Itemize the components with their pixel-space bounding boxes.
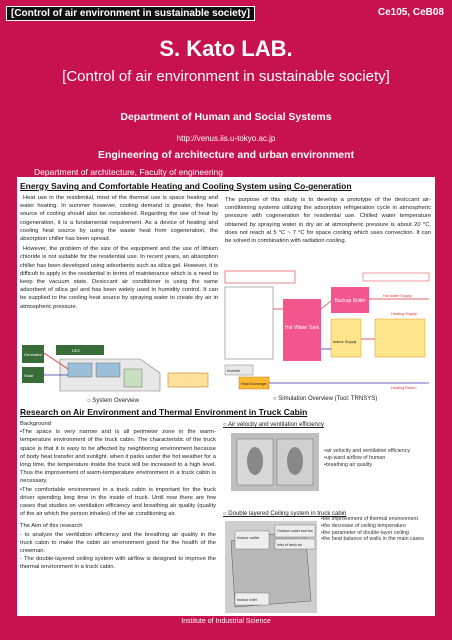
department: Department of Human and Social Systems [120,111,332,123]
fig2-svg [225,521,317,613]
engineering-field: Engineering of architecture and urban environment [97,149,355,161]
section1-right-text: The purpose of this study is to develop a prototype of the desiccant air-conditioning systems utilizing the adsorption refrigeration cycle in atmospheric pressure with cogeneration for residential use. Chilled water temperature obtained by spraying water in dry air at atmospheric pressure is about 20 °C, does not reach at 5 °C ~ 7 °C for space cooling which uses convection. It can be solved in combination with radiation cooling. [225,197,431,245]
section2-left-text [20,420,216,572]
indoor-outlet-label: Indoor outlet [237,535,260,540]
sim-note [225,271,295,283]
inverter-label: Inverter [227,368,241,373]
generator-label: Generator [24,352,43,357]
indoor-supply-label: Indoor Supply [333,340,357,344]
simulation-caption: ○ Simulation Overview (Tool: TRNSYS) [273,396,378,402]
fig2-title: ○ Double layered Ceiling system in truck cabin [223,511,347,517]
fig1-bullets [324,448,432,468]
fig2-bullets [321,516,432,543]
section1-para2: However, the problem of the size of the equipment and the use of lithium chloride is not suitable for the residential use. In recent years, an absorption chiller has been developed using adsorbents such as silica gel. However, it is difficult to apply in the residential in terms of maintenance which is a need to keep the vacuum state. Desiccant air conditioner is using the same adsorbent of silica gel and has been widely used in humidity control. It can be supplied to the cooling heat source by spraying water to create dry air in atmospheric pressure. [20,246,218,310]
fig1-image [231,433,319,491]
fig2-bullet-2: •the decrease of ceiling temperature [321,522,406,529]
aim-head: The Aim of this research [20,523,83,530]
heating-supply-label: Heating Supply [391,312,417,316]
room-3 [124,369,142,387]
occupant-a [247,447,263,475]
indoor-inlet-label: Indoor inlet [237,597,257,602]
aim-para1: - to analyze the ventilation efficiency and the breathing air quality in the truck cabin to make the cabin air environment good for the health of the crewman. [20,531,216,555]
dec-label: DEC [72,348,81,353]
faculty: Department of architecture, Faculty of engineering [34,167,223,177]
lab-title: S. Kato LAB. [159,36,293,61]
top-right-note [363,273,429,281]
outdoor-label: Outdoor outlet and fan [277,529,313,533]
fig1-title: ○ Air velocity and ventilation efficiency [223,422,324,428]
tank-label: Hot Water Tank [284,325,320,331]
fig2-bullet-1: •the improvement of thermal environment [321,516,418,522]
background-para1: •The space is very narrow and is all perimeter zone in the warm-temperature environment of the truck cabin. The characteristic of the truck space is that it is easy to be affected by neighboring environment because of body heat transfer and sunlight. when it parks under the hot weather for a long time, the temperature inside the truck will be increased to a high level. Thus the improvement of warm-temperature environment in a truck cabin is necessary. [20,429,216,485]
solar-label: Solar [24,373,34,378]
fig1-svg [231,433,319,491]
lab-url[interactable]: http://venus.iis.u-tokyo.ac.jp [176,134,276,143]
inlet-label: Inlet of fresh air [277,543,302,547]
header-tag: [Control of air environment in sustainable society] [6,6,255,21]
room-code: Ce105, CeB08 [377,7,444,18]
aim-para2: - The double-layered ceiling system with airflow is designed to improve the thermal environment in a truck cabin. [20,556,216,571]
simulation-svg [223,269,433,391]
controller-box [225,287,273,359]
system-overview-svg [20,343,218,395]
occupant-b [287,447,303,475]
lab-subtitle: [Control of air environment in sustainable society] [62,68,390,85]
heating-box [375,319,425,357]
background-head: Background [20,421,51,427]
fig1-bullet-1: •air velocity and ventilation efficiency [324,448,410,454]
section2-title: Research on Air Environment and Thermal Environment in Truck Cabin [20,407,308,417]
system-overview-caption: ○ System Overview [87,398,139,404]
system-overview-diagram [20,343,218,395]
simulation-diagram [223,269,433,391]
indoor-outlet-label-box [235,531,269,549]
room-1 [68,363,92,377]
hot-water-supply-label: Hot water Supply [383,294,412,298]
fig1-bullet-3: •breathing air quality [324,461,373,468]
section1-para1: Heat use in the residential, most of the thermal use is space heating and water heating. In summer however, cooling demand is greater, the heat source of cooling should also be considered. Regarding the use of heat by cogeneration, it is a fundamental requirement. As a device of heating and cooling heat source by using the waste heat from cogeneration, the absorption chiller has been spread. [20,195,218,243]
room-2 [96,363,120,377]
section1-title: Energy Saving and Comfortable Heating and Cooling System using Co-generation [20,181,352,191]
boiler-label: Backup Boiler [334,298,366,304]
footer: Institute of Industrial Science [181,618,271,625]
line-b [321,301,331,309]
supply-box [331,319,361,357]
fig2-bullet-3: •the parameter of double-layer ceiling [321,529,409,536]
fig2-bullet-4: •the heat balance of walls in the main cases [321,536,424,543]
hx-label: Heat Exchanger [241,382,267,386]
fig2-image [225,521,317,613]
section1-left-text [20,194,218,311]
fig1-bullet-2: •up-ward airflow of human [324,454,386,461]
heating-return-label: Heating Return [391,386,417,390]
legend-box [168,373,208,387]
content-panel [17,177,435,616]
background-para2: •The comfortable environment in a truck cabin is important for the truck driver spending long time in the inside of truck. Until now there are few cases that studies on ventilation efficiency and breathing air quality (quality of the air which the person inhales) of the air conditioning air. [20,486,216,518]
